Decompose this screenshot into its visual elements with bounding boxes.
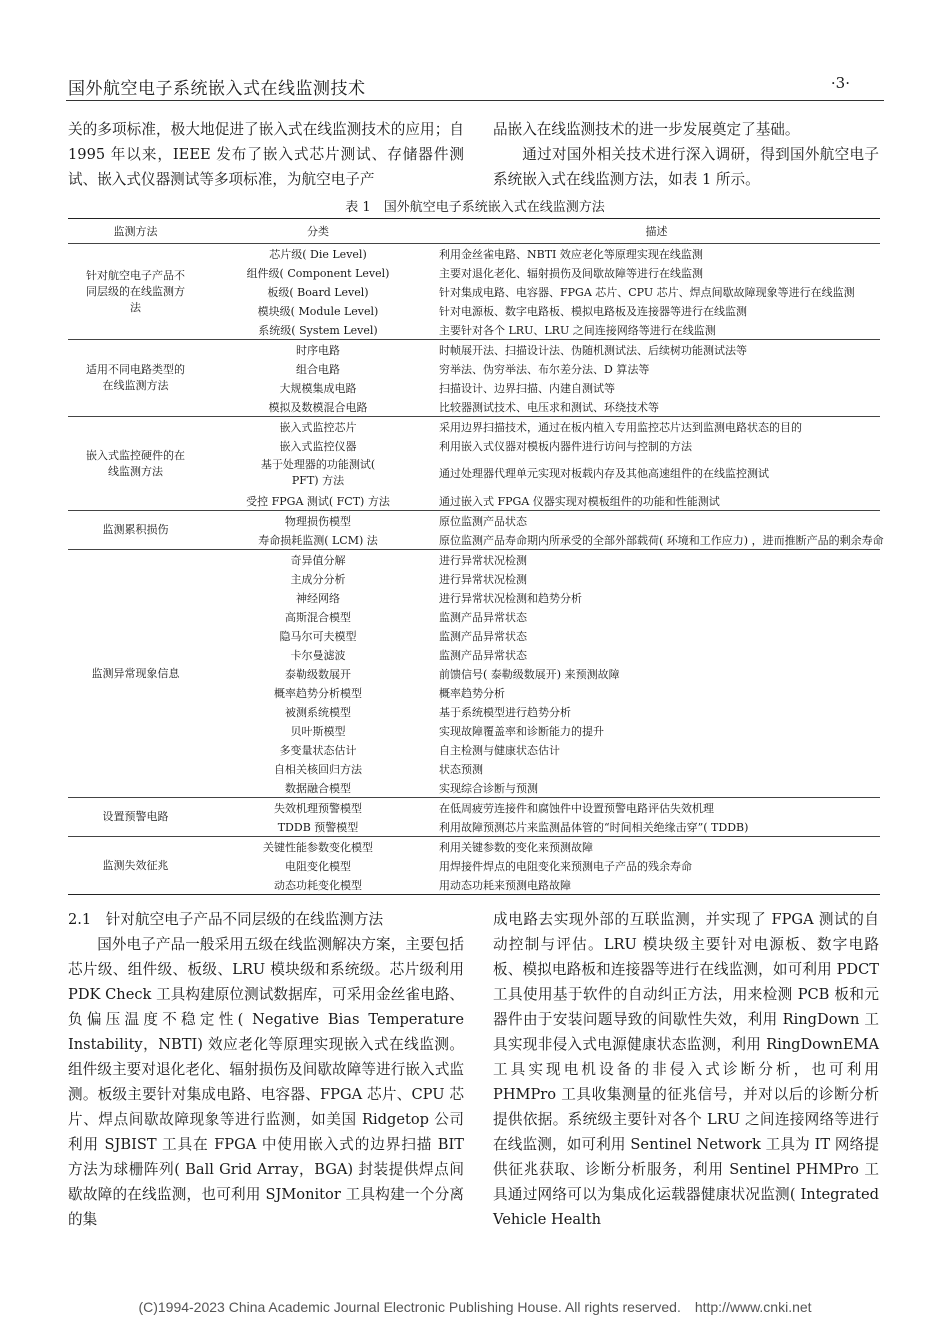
description-cell: 实现综合诊断与预测	[433, 778, 880, 798]
category-cell: 卡尔曼滤波	[290, 648, 346, 662]
category-cell: 寿命损耗监测( LCM) 法	[203, 530, 433, 550]
category-cell: 被测系统模型	[285, 705, 351, 719]
description-cell: 进行异常状况检测和趋势分析	[439, 591, 582, 605]
category-cell: 失效机理预警模型	[274, 801, 362, 815]
bottom-right-paragraph: 成电路去实现外部的互联监测，并实现了 FPGA 测试的自动控制与评估。LRU 模块级主要针对电源板、数字电路板、模拟电路板和连接器等进行在线监测，如可利用 PDCT 工具使用基于软件的自动纠正方法，用来检测 PCB 板和元器件由于安装问题导致的间歇性失效，利用 RingDown 工具实现非侵入式电源健康状态监测，利用 RingDownEMA 工具实现电机设备的非侵入式诊断分析，也可利用 PHMPro 工具收集测量的征兆信号，并对以后的诊断分析提供依据。系统级主要针对各个 LRU 之间连接网络等进行在线监测，如可利用 Sentinel Network 工具为 IT 网络提供征兆获取、诊断分析服务，利用 Sentinel PHMPro 工具通过网络可以为集成化运载器健康状况监测( Integrated Vehicle Health	[493, 911, 879, 1228]
category-cell: 隐马尔可夫模型	[279, 629, 357, 643]
description-cell: 基于系统模型进行趋势分析	[439, 705, 571, 719]
description-cell: 原位监测产品寿命期内所承受的全部外部载荷( 环境和工作应力) ，进而推断产品的剩余寿命	[433, 530, 880, 550]
category-cell: 动态功耗变化模型	[203, 875, 433, 895]
table-header-row	[68, 219, 880, 244]
table-row	[68, 798, 880, 818]
table-row	[68, 340, 880, 360]
header-category: 分类	[203, 219, 433, 244]
description-cell: 前馈信号( 泰勒级数展开) 来预测故障	[439, 667, 620, 681]
table-row	[68, 550, 880, 570]
bottom-left-column	[68, 907, 464, 1232]
description-cell: 用动态功耗来预测电路故障	[433, 875, 880, 895]
description-cell: 时帧展开法、扫描设计法、伪随机测试法、后续树功能测试法等	[439, 343, 747, 357]
category-cell: 嵌入式监控芯片	[279, 420, 357, 434]
category-cell: 嵌入式监控仪器	[279, 439, 357, 453]
category-cell: 受控 FPGA 测试( FCT) 方法	[203, 491, 433, 511]
category-cell: 组合电路	[296, 362, 340, 376]
category-cell: 芯片级( Die Level)	[269, 247, 367, 261]
description-cell: 监测产品异常状态	[439, 610, 527, 624]
category-cell: 多变量状态估计	[279, 743, 357, 757]
category-cell: 板级( Board Level)	[267, 285, 369, 299]
description-cell: 主要对退化老化、辐射损伤及间歇故障等进行在线监测	[439, 266, 703, 280]
description-cell: 采用边界扫描技术，通过在板内植入专用监控芯片达到监测电路状态的目的	[439, 420, 802, 434]
copyright-footer: (C)1994-2023 China Academic Journal Electronic Publishing House. All rights reserved. http://www.cnki.net	[138, 1299, 812, 1315]
running-header-title: 国外航空电子系统嵌入式在线监测技术	[68, 79, 366, 99]
category-cell: 自相关核回归方法	[274, 762, 362, 776]
table-caption: 表 1 国外航空电子系统嵌入式在线监测方法	[345, 200, 605, 215]
page-number: ·3·	[830, 74, 850, 92]
description-cell: 原位监测产品状态	[439, 514, 527, 528]
category-cell: TDDB 预警模型	[203, 817, 433, 837]
method-cell: 监测异常现象信息	[68, 550, 203, 798]
description-cell: 穷举法、伪穷举法、布尔差分法、D 算法等	[439, 362, 650, 376]
description-cell: 进行异常状况检测	[439, 553, 527, 567]
category-cell: 基于处理器的功能测试( PFT) 方法	[260, 458, 376, 487]
top-left-paragraph: 关的多项标准，极大地促进了嵌入式在线监测技术的应用；自 1995 年以来，IEEE 发布了嵌入式芯片测试、存储器件测试、嵌入式仪器测试等多项标准，为航空电子产	[68, 121, 464, 188]
table-row	[68, 244, 880, 264]
description-cell: 主要针对各个 LRU、LRU 之间连接网络等进行在线监测	[433, 320, 880, 340]
description-cell: 通过嵌入式 FPGA 仪器实现对模板组件的功能和性能测试	[433, 491, 880, 511]
category-cell: 电阻变化模型	[285, 859, 351, 873]
category-cell: 神经网络	[296, 591, 340, 605]
description-cell: 状态预测	[439, 762, 483, 776]
description-cell: 针对电源板、数字电路板、模拟电路板及连接器等进行在线监测	[439, 304, 747, 318]
table-row	[68, 417, 880, 437]
method-cell: 适用不同电路类型的在线监测方法	[68, 340, 203, 417]
description-cell: 监测产品异常状态	[439, 629, 527, 643]
category-cell: 概率趋势分析模型	[274, 686, 362, 700]
header-rule	[66, 100, 884, 101]
description-cell: 扫描设计、边界扫描、内建自测试等	[439, 381, 615, 395]
description-cell: 进行异常状况检测	[439, 572, 527, 586]
table-row	[68, 511, 880, 531]
description-cell: 利用故障预测芯片来监测晶体管的“时间相关绝缘击穿”( TDDB)	[433, 817, 880, 837]
method-cell: 设置预警电路	[68, 798, 203, 837]
monitoring-methods-table	[68, 218, 884, 895]
category-cell: 大规模集成电路	[279, 381, 357, 395]
section-heading: 2.1 针对航空电子产品不同层级的在线监测方法	[68, 911, 384, 928]
description-cell: 在低周疲劳连接件和腐蚀件中设置预警电路评估失效机理	[439, 801, 714, 815]
table-wrapper	[68, 218, 884, 895]
description-cell: 针对集成电路、电容器、FPGA 芯片、CPU 芯片、焊点间歇故障现象等进行在线监测	[439, 285, 855, 299]
description-cell: 自主检测与健康状态估计	[439, 743, 560, 757]
bottom-left-paragraph: 国外电子产品一般采用五级在线监测解决方案，主要包括芯片级、组件级、板级、LRU 模块级和系统级。芯片级利用 PDK Check 工具构建原位测试数据库，可采用金丝雀电路、负偏压温度不稳定性( Negative Bias Temperature Instability，NBTI) 效应老化等原理实现嵌入式在线监测。组件级主要对退化老化、辐射损伤及间歇故障等进行嵌入式监测。板级主要针对集成电路、电容器、FPGA 芯片、CPU 芯片、焊点间歇故障现象等进行监测，如美国 Ridgetop 公司利用 SJBIST 工具在 FPGA 中使用嵌入式的边界扫描 BIT 方法为球栅阵列( Ball Grid Array，BGA) 封装提供焊点间歇故障的在线监测，也可利用 SJMonitor 工具构建一个分离的集	[68, 936, 464, 1228]
description-cell: 利用关键参数的变化来预测故障	[439, 840, 593, 854]
table-row	[68, 837, 880, 857]
category-cell: 系统级( System Level)	[203, 320, 433, 340]
header-method: 监测方法	[68, 219, 203, 244]
description-cell: 通过处理器代理单元实现对板载内存及其他高速组件的在线监控测试	[439, 467, 769, 480]
method-cell: 嵌入式监控硬件的在线监测方法	[68, 417, 203, 511]
header-description: 描述	[433, 219, 880, 244]
category-cell: 模块级( Module Level)	[257, 304, 379, 318]
category-cell: 物理损伤模型	[285, 514, 351, 528]
description-cell: 实现故障覆盖率和诊断能力的提升	[439, 724, 604, 738]
description-cell: 比较器测试技术、电压求和测试、环绕技术等	[433, 397, 880, 417]
method-cell: 监测累积损伤	[68, 511, 203, 550]
description-cell: 概率趋势分析	[439, 686, 505, 700]
description-cell: 利用金丝雀电路、NBTI 效应老化等原理实现在线监测	[439, 247, 703, 261]
category-cell: 时序电路	[296, 343, 340, 357]
method-cell: 监测失效征兆	[68, 837, 203, 895]
category-cell: 组件级( Component Level)	[246, 266, 390, 280]
bottom-right-column	[493, 907, 879, 1232]
method-cell: 针对航空电子产品不同层级的在线监测方法	[68, 244, 203, 340]
category-cell: 贝叶斯模型	[290, 724, 346, 738]
description-cell: 监测产品异常状态	[439, 648, 527, 662]
top-right-column	[493, 117, 879, 192]
category-cell: 数据融合模型	[203, 778, 433, 798]
top-right-paragraph-2: 通过对国外相关技术进行深入调研，得到国外航空电子系统嵌入式在线监测方法，如表 1 所示。	[493, 146, 879, 188]
description-cell: 用焊接件焊点的电阻变化来预测电子产品的残余寿命	[439, 859, 692, 873]
category-cell: 模拟及数模混合电路	[203, 397, 433, 417]
category-cell: 奇异值分解	[290, 553, 346, 567]
category-cell: 泰勒级数展开	[285, 667, 351, 681]
table-body	[68, 244, 884, 895]
description-cell: 利用嵌入式仪器对模板内器件进行访问与控制的方法	[439, 439, 692, 453]
category-cell: 关键性能参数变化模型	[263, 840, 373, 854]
category-cell: 主成分分析	[290, 572, 346, 586]
category-cell: 高斯混合模型	[285, 610, 351, 624]
top-right-paragraph-1: 品嵌入在线监测技术的进一步发展奠定了基础。	[493, 121, 800, 138]
top-left-column	[68, 117, 464, 192]
